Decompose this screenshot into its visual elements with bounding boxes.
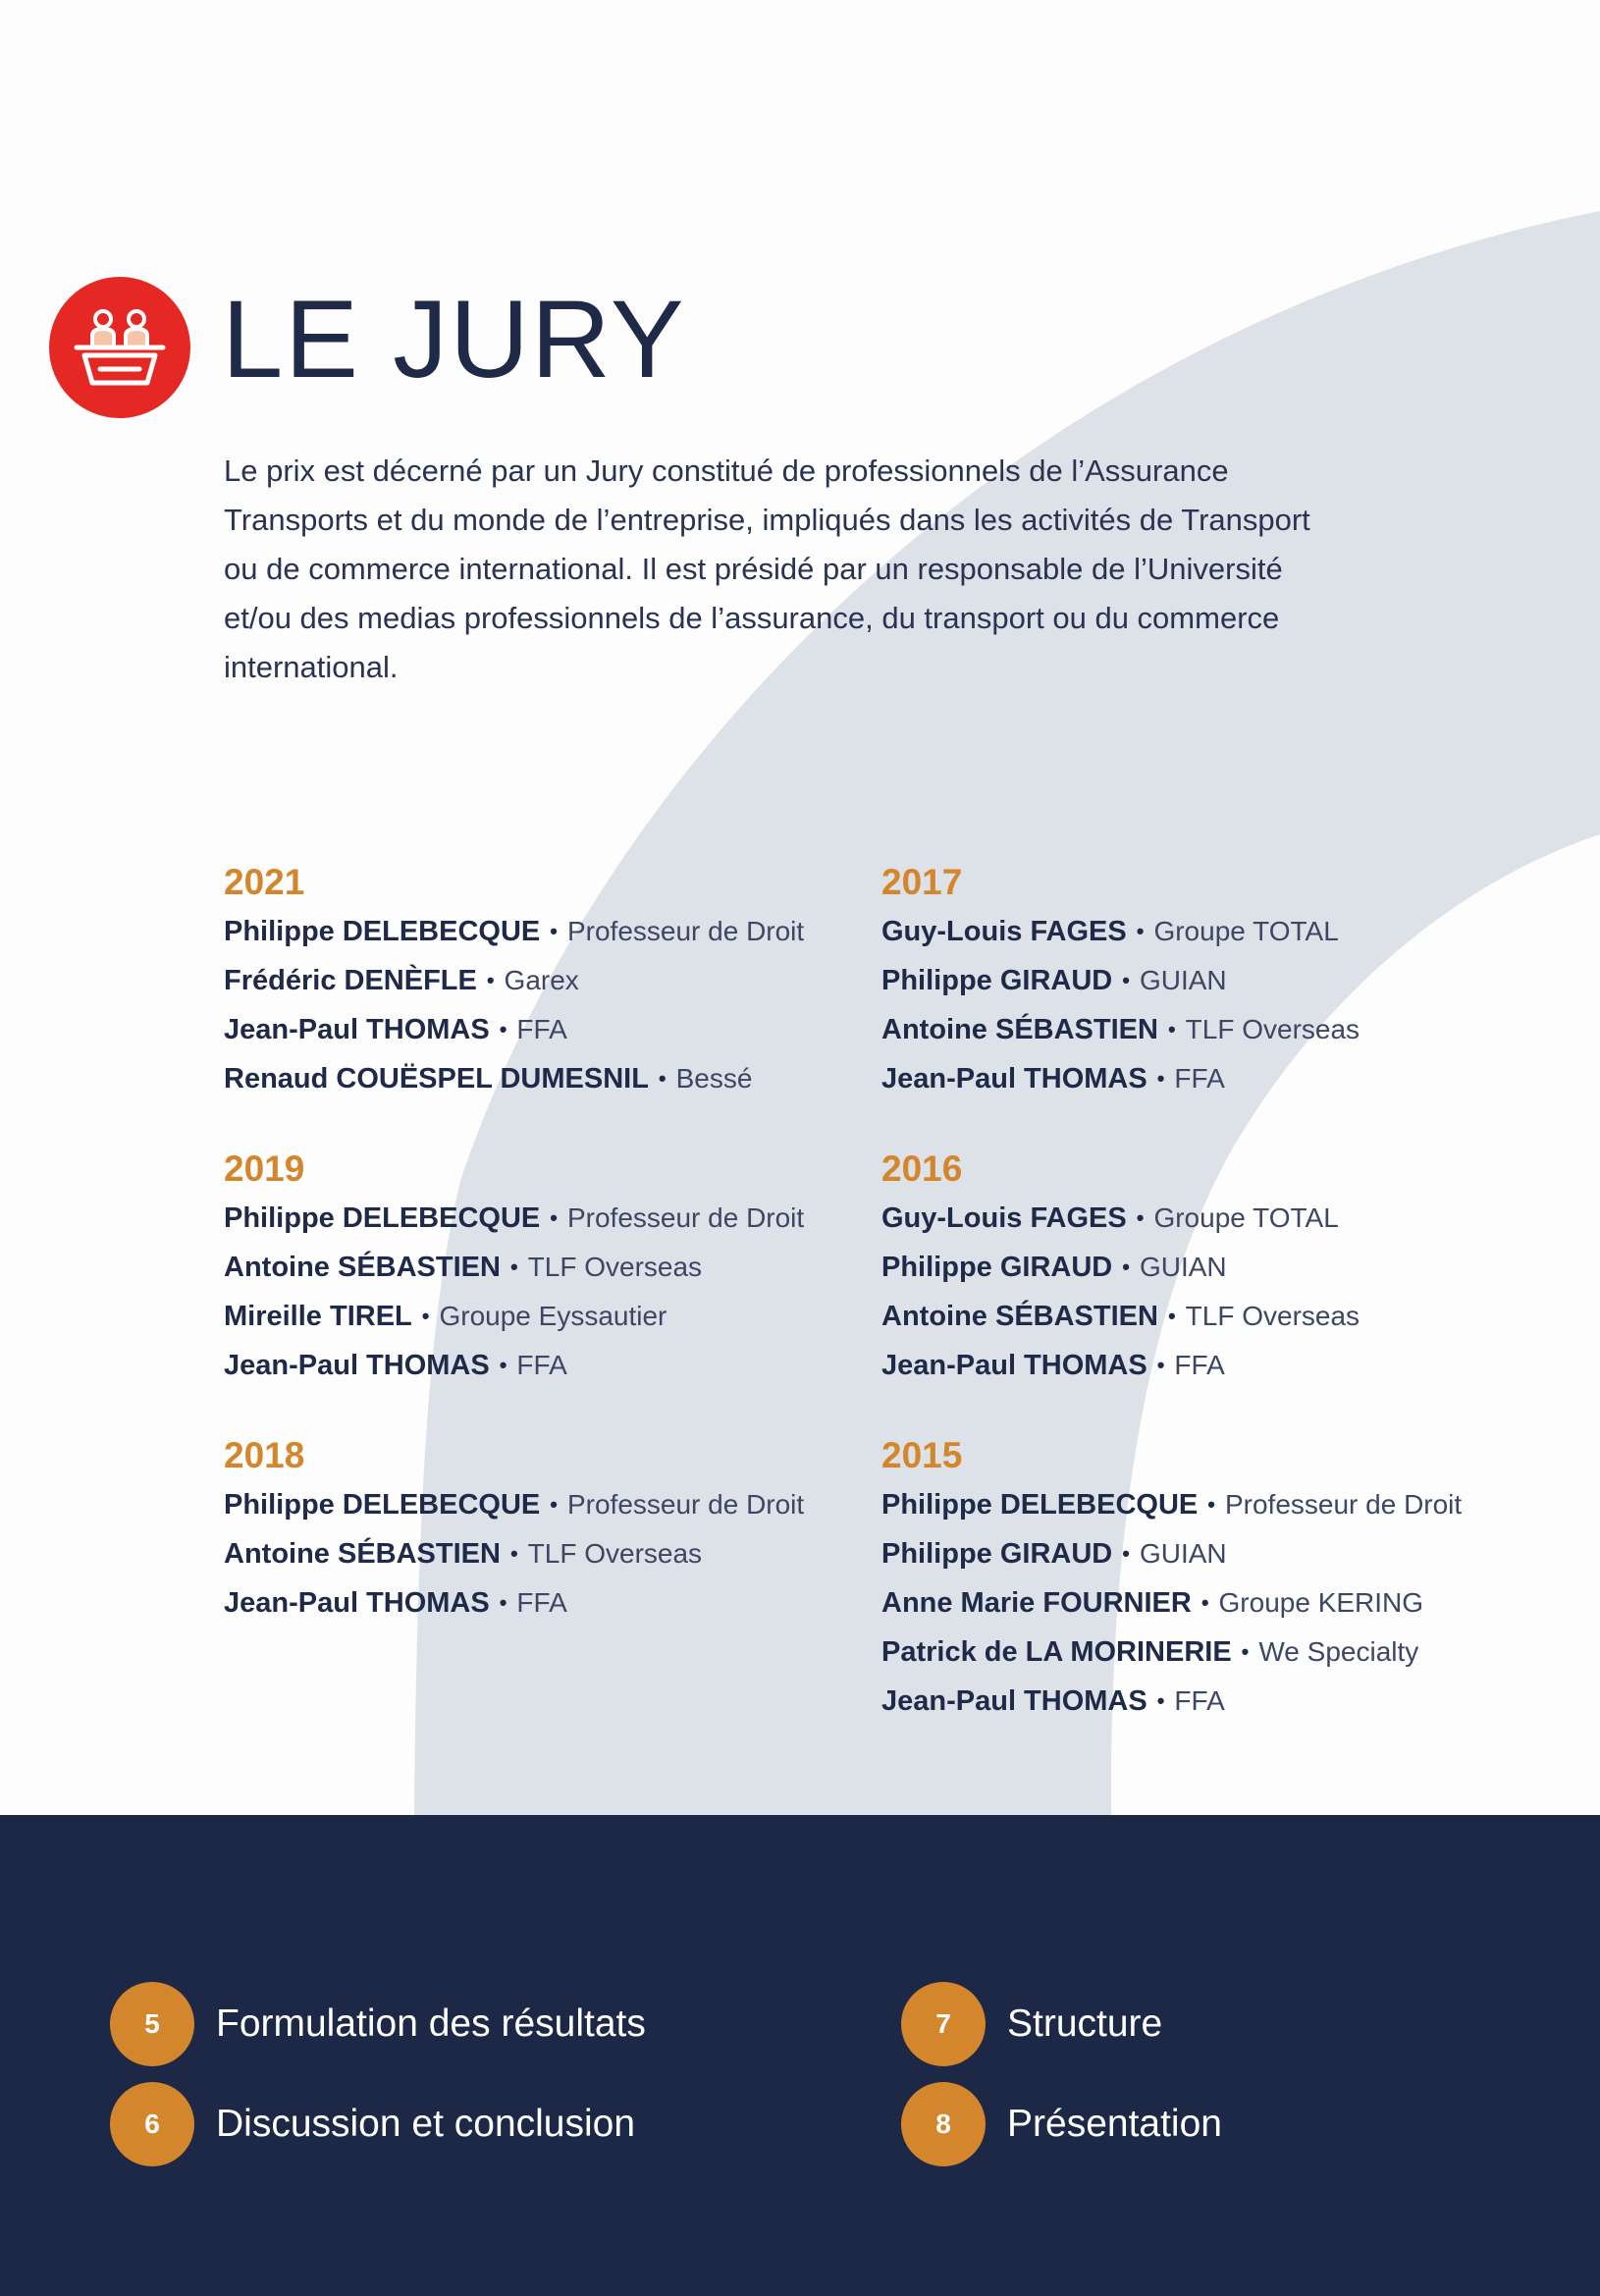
- jury-member: [881, 1628, 1559, 1677]
- footer-navigation: [0, 1815, 1600, 2296]
- jury-member: [881, 907, 1559, 956]
- jury-member: [224, 907, 901, 956]
- nav-number-badge: 7: [901, 1982, 986, 2066]
- separator-dot: •: [1207, 1492, 1215, 1517]
- member-name: Jean-Paul THOMAS: [224, 1014, 490, 1045]
- separator-dot: •: [658, 1066, 667, 1091]
- separator-dot: •: [486, 968, 495, 992]
- jury-member: [224, 1194, 901, 1243]
- member-name: Guy-Louis FAGES: [881, 916, 1127, 947]
- member-organization: Garex: [504, 965, 579, 995]
- member-organization: Professeur de Droit: [566, 916, 805, 946]
- member-name: Jean-Paul THOMAS: [881, 1063, 1147, 1095]
- member-organization: GUIAN: [1139, 1538, 1227, 1569]
- separator-dot: •: [509, 1255, 518, 1279]
- member-name: Philippe DELEBECQUE: [881, 1489, 1199, 1521]
- year-heading: 2019: [224, 1148, 305, 1189]
- member-name: Anne Marie FOURNIER: [881, 1587, 1192, 1619]
- jury-member: [881, 1243, 1559, 1292]
- separator-dot: •: [1122, 1255, 1130, 1279]
- nav-label: Discussion et conclusion: [216, 2103, 636, 2145]
- intro-paragraph: Le prix est décerné par un Jury constitué de professionnels de l’Assurance Transports et du monde de l’entreprise, impliqués dans les activités de Transport ou de commerce international. Il est présidé par un responsable de l’Université et/ou des medias professionnels de l’assurance, du transport ou du commerce international.: [224, 454, 1310, 684]
- member-name: Mireille TIREL: [224, 1301, 412, 1332]
- year-heading: 2018: [224, 1435, 305, 1475]
- year-group-2017: [881, 858, 1559, 1103]
- year-heading: 2015: [881, 1435, 963, 1475]
- jury-member: [224, 1341, 901, 1390]
- separator-dot: •: [1156, 1688, 1165, 1713]
- member-organization: FFA: [516, 1587, 567, 1618]
- nav-number-badge: 6: [110, 2082, 194, 2166]
- member-name: Jean-Paul THOMAS: [881, 1685, 1147, 1717]
- member-name: Jean-Paul THOMAS: [224, 1350, 490, 1381]
- member-organization: TLF Overseas: [527, 1252, 703, 1282]
- jury-member: [881, 956, 1559, 1005]
- separator-dot: •: [499, 1017, 507, 1041]
- nav-item-structure[interactable]: [901, 1982, 1162, 2066]
- separator-dot: •: [1156, 1066, 1165, 1091]
- year-heading: 2017: [881, 862, 963, 902]
- nav-number-badge: 8: [901, 2082, 986, 2166]
- separator-dot: •: [509, 1541, 518, 1566]
- jury-member: [881, 1054, 1559, 1103]
- member-organization: Professeur de Droit: [566, 1489, 805, 1520]
- member-organization: FFA: [516, 1350, 567, 1380]
- member-organization: Bessé: [675, 1063, 753, 1094]
- page-title: LE JURY: [222, 278, 686, 400]
- jury-column-left: [224, 858, 901, 1669]
- jury-member: [881, 1292, 1559, 1341]
- member-name: Philippe DELEBECQUE: [224, 1489, 541, 1521]
- jury-member: [224, 1529, 901, 1578]
- jury-member: [881, 1677, 1559, 1726]
- member-organization: Professeur de Droit: [566, 1202, 805, 1233]
- member-organization: TLF Overseas: [1185, 1301, 1360, 1331]
- separator-dot: •: [499, 1353, 507, 1377]
- year-group-2015: [881, 1431, 1559, 1726]
- member-organization: FFA: [1174, 1685, 1225, 1716]
- jury-member: [224, 1005, 901, 1054]
- jury-member: [224, 1292, 901, 1341]
- member-organization: TLF Overseas: [1185, 1014, 1360, 1044]
- year-group-2018: [224, 1431, 901, 1628]
- jury-member: [224, 1578, 901, 1628]
- member-name: Renaud COUËSPEL DUMESNIL: [224, 1063, 649, 1095]
- nav-label: Structure: [1007, 2002, 1163, 2045]
- member-organization: FFA: [516, 1014, 567, 1044]
- member-organization: GUIAN: [1139, 1252, 1227, 1282]
- member-organization: We Specialty: [1258, 1636, 1419, 1667]
- separator-dot: •: [550, 1492, 558, 1517]
- separator-dot: •: [1122, 968, 1130, 992]
- jury-member: [881, 1341, 1559, 1390]
- member-name: Philippe DELEBECQUE: [224, 916, 541, 947]
- jury-member: [224, 1480, 901, 1529]
- year-group-2021: [224, 858, 901, 1103]
- member-organization: Groupe KERING: [1218, 1587, 1424, 1618]
- jury-member: [224, 956, 901, 1005]
- member-name: Patrick de LA MORINERIE: [881, 1636, 1232, 1668]
- member-organization: Groupe TOTAL: [1153, 1202, 1339, 1233]
- nav-item-presentation[interactable]: [901, 2082, 1222, 2166]
- separator-dot: •: [1136, 919, 1145, 943]
- year-group-2016: [881, 1145, 1559, 1390]
- member-name: Guy-Louis FAGES: [881, 1202, 1127, 1234]
- member-organization: Groupe TOTAL: [1153, 916, 1339, 946]
- jury-member: [881, 1005, 1559, 1054]
- separator-dot: •: [550, 919, 558, 943]
- separator-dot: •: [550, 1205, 558, 1230]
- nav-number-badge: 5: [110, 1982, 194, 2066]
- nav-label: Formulation des résultats: [216, 2002, 646, 2045]
- member-organization: FFA: [1174, 1350, 1225, 1380]
- jury-member: [881, 1578, 1559, 1628]
- member-name: Philippe GIRAUD: [881, 1538, 1113, 1570]
- separator-dot: •: [1167, 1017, 1176, 1041]
- nav-item-formulation[interactable]: [110, 1982, 646, 2066]
- member-organization: FFA: [1174, 1063, 1225, 1094]
- jury-column-right: [881, 858, 1559, 1767]
- separator-dot: •: [1122, 1541, 1130, 1566]
- member-organization: Groupe Eyssautier: [439, 1301, 667, 1331]
- member-organization: Professeur de Droit: [1224, 1489, 1463, 1520]
- member-name: Philippe GIRAUD: [881, 1252, 1113, 1283]
- member-name: Jean-Paul THOMAS: [881, 1350, 1147, 1381]
- member-name: Antoine SÉBASTIEN: [224, 1252, 501, 1283]
- jury-member: [224, 1243, 901, 1292]
- separator-dot: •: [421, 1304, 430, 1328]
- nav-item-discussion[interactable]: [110, 2082, 635, 2166]
- jury-member: [881, 1194, 1559, 1243]
- separator-dot: •: [499, 1590, 507, 1615]
- member-organization: TLF Overseas: [527, 1538, 703, 1569]
- member-name: Jean-Paul THOMAS: [224, 1587, 490, 1619]
- member-name: Antoine SÉBASTIEN: [881, 1301, 1158, 1332]
- member-organization: GUIAN: [1139, 965, 1227, 995]
- separator-dot: •: [1156, 1353, 1165, 1377]
- year-heading: 2016: [881, 1148, 963, 1189]
- separator-dot: •: [1136, 1205, 1145, 1230]
- year-group-2019: [224, 1145, 901, 1390]
- member-name: Philippe DELEBECQUE: [224, 1202, 541, 1234]
- member-name: Philippe GIRAUD: [881, 965, 1113, 996]
- separator-dot: •: [1241, 1639, 1250, 1664]
- member-name: Frédéric DENÈFLE: [224, 965, 477, 996]
- member-name: Antoine SÉBASTIEN: [881, 1014, 1158, 1045]
- jury-bench-icon: [49, 277, 190, 418]
- member-name: Antoine SÉBASTIEN: [224, 1538, 501, 1570]
- separator-dot: •: [1200, 1590, 1209, 1615]
- jury-member: [224, 1054, 901, 1103]
- nav-label: Présentation: [1007, 2103, 1222, 2145]
- jury-member: [881, 1480, 1559, 1529]
- separator-dot: •: [1167, 1304, 1176, 1328]
- jury-member: [881, 1529, 1559, 1578]
- year-heading: 2021: [224, 862, 305, 902]
